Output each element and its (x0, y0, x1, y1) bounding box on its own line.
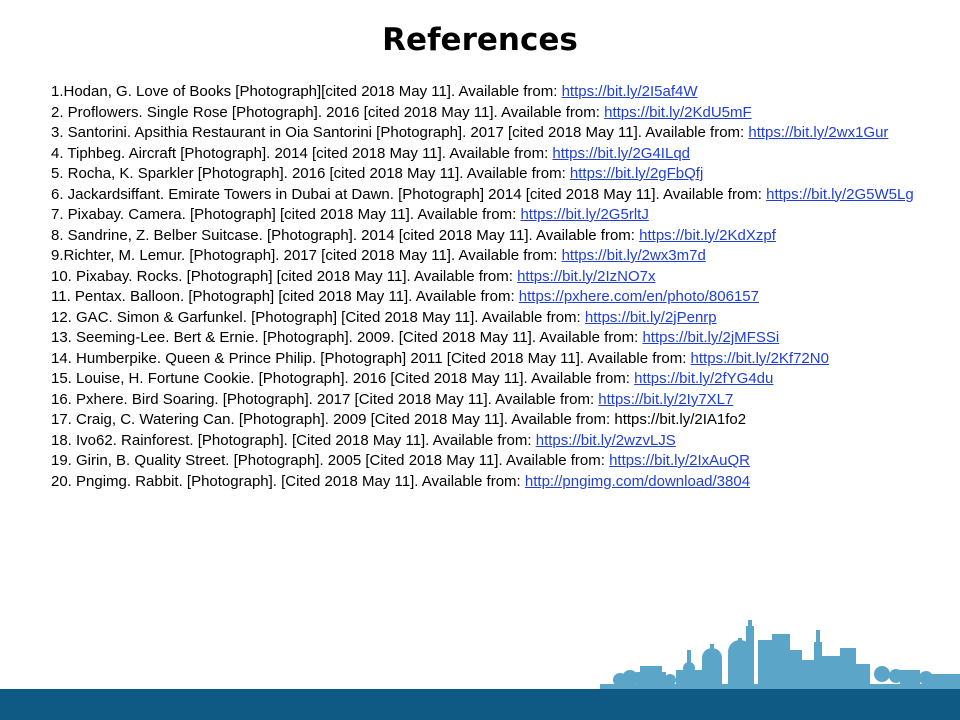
reference-text: 1.Hodan, G. Love of Books [Photograph][cited 2018 May 11]. Available from: (51, 83, 562, 100)
reference-text: 7. Pixabay. Camera. [Photograph] [cited 2018 May 11]. Available from: (51, 206, 521, 223)
reference-text: 19. Girin, B. Quality Street. [Photograph]. 2005 [Cited 2018 May 11]. Available from: (51, 452, 610, 469)
reference-text: 18. Ivo62. Rainforest. [Photograph]. [Cited 2018 May 11]. Available from: (51, 431, 536, 449)
reference-text: 6. Jackardsiffant. Emirate Towers in Dubai at Dawn. [Photograph] 2014 [cited 2018 May 11]. Available from: (51, 185, 767, 203)
reference-item (51, 472, 931, 493)
reference-text: 8. Sandrine, Z. Belber Suitcase. [Photograph]. 2014 [cited 2018 May 11]. Available from: (51, 226, 640, 244)
reference-link[interactable]: http://pngimg.com/download/3804 (524, 472, 751, 490)
reference-link[interactable]: https://bit.ly/2I5af4W (561, 83, 698, 100)
reference-link[interactable]: https://bit.ly/2wx1Gur (748, 124, 889, 141)
reference-text: 14. Humberpike. Queen & Prince Philip. [Photograph] 2011 [Cited 2018 May 11]. Available from: (51, 349, 691, 367)
reference-url-text: https://bit.ly/2IA1fo2 (614, 411, 747, 428)
reference-item (51, 328, 931, 349)
reference-item (51, 246, 931, 267)
reference-item (51, 164, 931, 185)
reference-item (51, 226, 931, 247)
reference-list (51, 82, 931, 492)
reference-item (51, 185, 931, 206)
reference-item (51, 82, 931, 103)
reference-link[interactable]: https://bit.ly/2G4ILqd (552, 144, 690, 162)
reference-link[interactable]: https://bit.ly/2wx3m7d (561, 247, 706, 264)
reference-item (51, 103, 931, 124)
page-title: References (382, 22, 578, 58)
reference-text: 10. Pixabay. Rocks. [Photograph] [cited 2018 May 11]. Available from: (51, 267, 518, 285)
city-skyline-graphic (600, 620, 960, 690)
reference-text: 13. Seeming-Lee. Bert & Ernie. [Photograph]. 2009. [Cited 2018 May 11]. Available from: (51, 329, 643, 346)
reference-link[interactable]: https://bit.ly/2KdXzpf (639, 226, 776, 244)
reference-text: 20. Pngimg. Rabbit. [Photograph]. [Cited 2018 May 11]. Available from: (51, 472, 525, 490)
reference-text: 4. Tiphbeg. Aircraft [Photograph]. 2014 [cited 2018 May 11]. Available from: (51, 144, 553, 162)
reference-item (51, 144, 931, 165)
reference-link[interactable]: https://bit.ly/2KdU5mF (604, 103, 752, 121)
reference-item (51, 349, 931, 370)
reference-item (51, 205, 931, 226)
reference-text: 16. Pxhere. Bird Soaring. [Photograph]. 2017 [Cited 2018 May 11]. Available from: (51, 390, 599, 408)
reference-item (51, 123, 931, 144)
reference-link[interactable]: https://bit.ly/2IxAuQR (609, 452, 750, 469)
reference-link[interactable]: https://bit.ly/2gFbQfj (569, 165, 704, 182)
reference-item (51, 267, 931, 288)
reference-link[interactable]: https://bit.ly/2G5W5Lg (766, 185, 914, 203)
reference-text: 11. Pentax. Balloon. [Photograph] [cited 2018 May 11]. Available from: (51, 288, 519, 305)
reference-item (51, 410, 931, 431)
reference-text: 12. GAC. Simon & Garfunkel. [Photograph] [Cited 2018 May 11]. Available from: (51, 308, 585, 326)
reference-text: 2. Proflowers. Single Rose [Photograph]. 2016 [cited 2018 May 11]. Available from: (51, 103, 605, 121)
footer-bar (0, 689, 960, 720)
reference-item (51, 308, 931, 329)
reference-text: 9.Richter, M. Lemur. [Photograph]. 2017 [cited 2018 May 11]. Available from: (51, 247, 562, 264)
reference-link[interactable]: https://bit.ly/2Kf72N0 (690, 349, 829, 367)
reference-link[interactable]: https://bit.ly/2fYG4du (634, 370, 774, 387)
reference-item (51, 451, 931, 472)
reference-link[interactable]: https://bit.ly/2jMFSSi (642, 329, 780, 346)
reference-link[interactable]: https://bit.ly/2G5rltJ (520, 206, 649, 223)
reference-text: 3. Santorini. Apsithia Restaurant in Oia Santorini [Photograph]. 2017 [cited 2018 May 11]. Available from: (51, 124, 749, 141)
reference-link[interactable]: https://bit.ly/2jPenrp (584, 308, 717, 326)
reference-item (51, 369, 931, 390)
reference-text: 5. Rocha, K. Sparkler [Photograph]. 2016 [cited 2018 May 11]. Available from: (51, 165, 570, 182)
reference-link[interactable]: https://bit.ly/2wzvLJS (535, 431, 676, 449)
reference-text: 15. Louise, H. Fortune Cookie. [Photograph]. 2016 [Cited 2018 May 11]. Available from: (51, 370, 635, 387)
reference-item (51, 431, 931, 452)
reference-item (51, 287, 931, 308)
reference-link[interactable]: https://pxhere.com/en/photo/806157 (518, 288, 759, 305)
reference-item (51, 390, 931, 411)
reference-text: 17. Craig, C. Watering Can. [Photograph]. 2009 [Cited 2018 May 11]. Available from: (51, 411, 615, 428)
reference-link[interactable]: https://bit.ly/2IzNO7x (517, 267, 656, 285)
reference-link[interactable]: https://bit.ly/2Iy7XL7 (598, 390, 734, 408)
